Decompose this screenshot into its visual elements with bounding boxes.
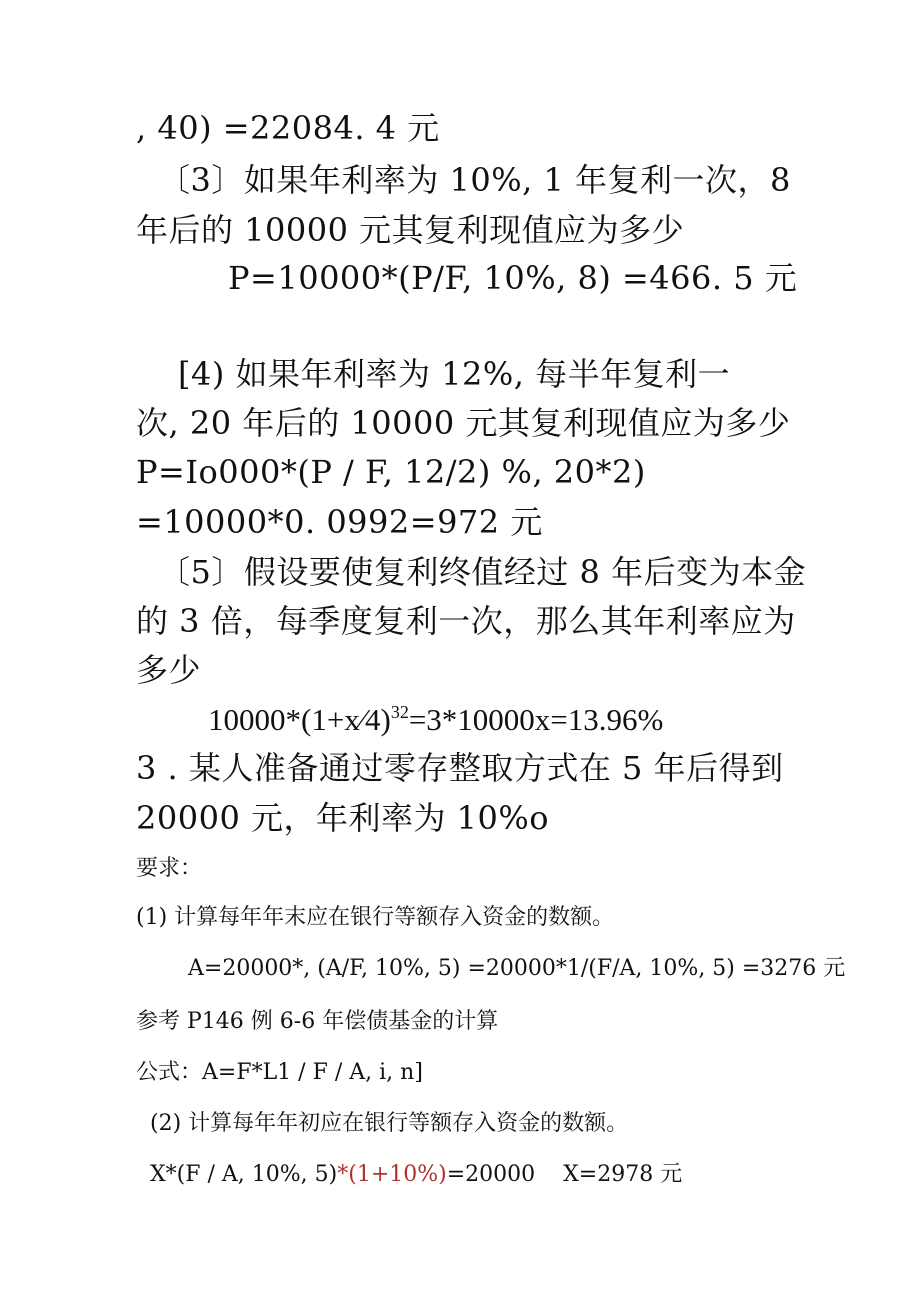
problem-3-line-1: 3 . 某人准备通过零存整取方式在 5 年后得到	[136, 749, 784, 787]
answer-4-result: =10000*0. 0992=972 元	[136, 503, 543, 541]
reference-note: 参考 P146 例 6-6 年偿债基金的计算	[136, 1009, 499, 1034]
requirement-2: (2) 计算每年年初应在银行等额存入资金的数额。	[150, 1111, 629, 1136]
answer-2-result-line: , 40) =22084. 4 元	[136, 109, 440, 147]
problem-3-line-2: 20000 元，年利率为 10%o	[136, 799, 550, 837]
question-4-line-1: [4) 如果年利率为 12%, 每半年复利一	[178, 355, 731, 393]
requirements-label: 要求：	[136, 856, 203, 881]
requirement-1-formula: A=20000*, (A/F, 10%, 5) =20000*1/(F/A, 10%, 5) =3276 元	[188, 956, 846, 981]
answer-5-formula-base: 10000*(1+x⁄4)	[208, 702, 391, 737]
requirement-2-formula-part-1: X*(F / A, 10%, 5)	[150, 1162, 338, 1187]
answer-4-formula: P=Io000*(P / F, 12/2) %, 20*2)	[136, 453, 646, 491]
question-3-line-1: 〔3〕如果年利率为 10%, 1 年复利一次，8	[158, 161, 791, 199]
answer-5-formula	[208, 704, 663, 735]
requirement-2-formula	[150, 1164, 682, 1186]
question-4-line-2: 次, 20 年后的 10000 元其复利现值应为多少	[136, 404, 791, 442]
requirement-1: (1) 计算每年年末应在银行等额存入资金的数额。	[136, 905, 615, 930]
answer-5-formula-result: =3*10000x=13.96%	[408, 702, 664, 737]
requirement-2-formula-highlight: *(1+10%)	[337, 1162, 447, 1187]
question-3-line-2: 年后的 10000 元其复利现值应为多少	[136, 211, 685, 249]
question-5-line-3: 多少	[136, 651, 202, 689]
formula-note: 公式：A=F*L1 / F / A, i, n]	[136, 1060, 423, 1085]
question-5-line-1: 〔5〕假设要使复利终值经过 8 年后变为本金	[158, 553, 807, 591]
requirement-2-formula-part-2: =20000 X=2978 元	[446, 1162, 683, 1187]
answer-3-formula: P=10000*(P/F, 10%, 8) =466. 5 元	[228, 259, 798, 297]
answer-5-formula-exponent: 32	[390, 702, 409, 722]
question-5-line-2: 的 3 倍，每季度复利一次，那么其年利率应为	[136, 602, 796, 640]
